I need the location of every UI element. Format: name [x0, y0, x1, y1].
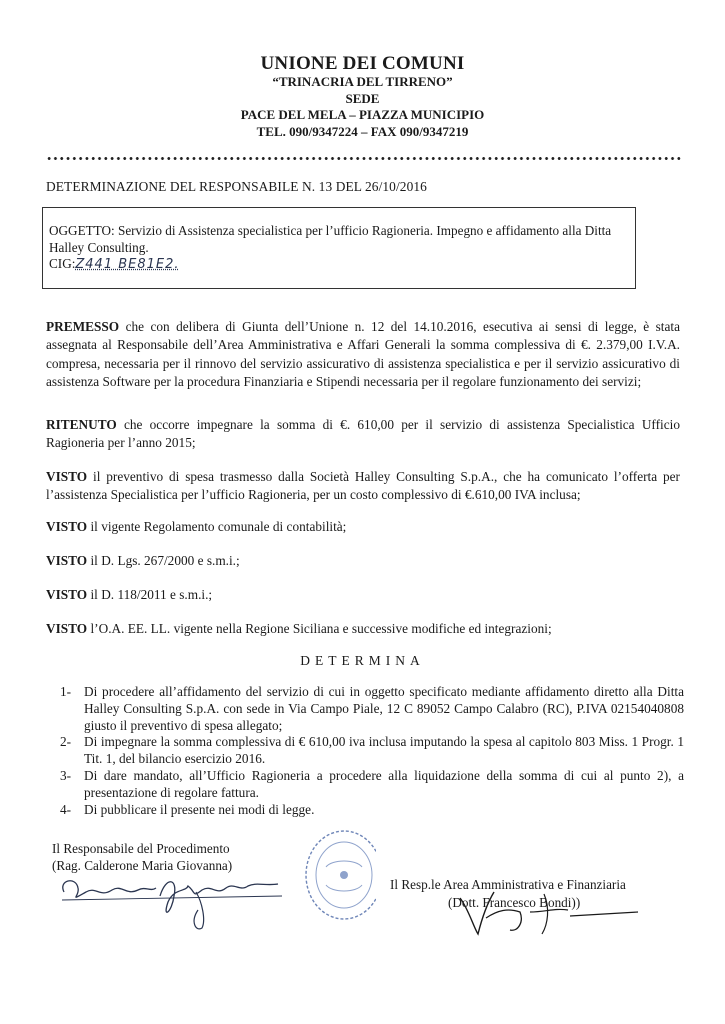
list-item-number: 4-	[60, 801, 72, 817]
paragraph-text: il D. 118/2011 e s.m.i.;	[87, 587, 213, 602]
list-item-number: 1-	[60, 684, 72, 699]
determina-heading: DETERMINA	[300, 653, 425, 668]
paragraph-keyword: VISTO	[46, 587, 88, 602]
paragraph-premesso	[46, 318, 680, 391]
paragraph-visto-oa	[46, 620, 680, 638]
letterhead-sede: SEDE	[345, 90, 380, 106]
list-item-text: Di dare mandato, all’Ufficio Ragioneria a procedere alla liquidazione della somma di cui al punto 2), a presentazione di regolare fattura.	[84, 767, 684, 800]
paragraph-keyword: RITENUTO	[46, 417, 117, 432]
list-item	[60, 802, 684, 819]
list-item-text: Di impegnare la somma complessiva di € 610,00 iva inclusa imputando la spesa al capitolo 803 Miss. 1 Progr. 1 Tit. 1, del bilancio esercizio 2016.	[84, 734, 684, 767]
paragraph-ritenuto	[46, 416, 680, 453]
paragraph-keyword: VISTO	[46, 469, 88, 484]
paragraph-keyword: PREMESSO	[46, 319, 120, 334]
cig-line	[49, 256, 180, 274]
paragraph-text: l’O.A. EE. LL. vigente nella Regione Siciliana e successive modifiche ed integrazioni;	[87, 621, 552, 636]
letterhead-phone: TEL. 090/9347224 – FAX 090/9347219	[256, 123, 469, 139]
paragraph-keyword: VISTO	[46, 519, 88, 534]
oggetto-text: OGGETTO: Servizio di Assistenza specialistica per l’ufficio Ragioneria. Impegno e affidamento alla Ditta Halley Consulting.	[49, 223, 612, 255]
list-item-text: Di procedere all’affidamento del servizio di cui in oggetto specificato mediante affidamento diretto alla Ditta Halley Consulting S.p.A. con sede in Via Campo Piale, 12 C 89052 Campo Calabro (RC), P.IVA 02154040808 giusto il preventivo di spesa allegato;	[84, 684, 684, 733]
letterhead-title: UNIONE DEI COMUNI	[260, 53, 465, 74]
list-item-number: 3-	[60, 767, 72, 783]
list-item	[60, 684, 684, 734]
paragraph-text: il D. Lgs. 267/2000 e s.m.i.;	[87, 553, 240, 568]
signature-right-name: (Dott. Francesco Bondi))	[448, 894, 581, 910]
list-item-number: 2-	[60, 734, 72, 750]
letterhead	[0, 54, 725, 140]
paragraph-keyword: VISTO	[46, 553, 88, 568]
list-item-text: Di pubblicare il presente nei modi di legge.	[84, 801, 315, 817]
paragraph-keyword: VISTO	[46, 621, 88, 636]
dotted-separator	[46, 156, 682, 161]
list-item	[60, 734, 684, 768]
paragraph-visto-regolamento	[46, 518, 680, 536]
cig-label: CIG:	[49, 256, 76, 271]
paragraph-text: che occorre impegnare la somma di €. 610,00 per il servizio di assistenza Specialistica Ufficio Ragioneria per l’anno 2015;	[46, 417, 680, 451]
signature-left-role: Il Responsabile del Procedimento	[52, 841, 230, 856]
signature-right-role: Il Resp.le Area Amministrativa e Finanziaria	[390, 877, 626, 892]
official-round-stamp	[300, 829, 376, 921]
determina-list	[60, 684, 684, 818]
letterhead-subtitle: “TRINACRIA DEL TIRRENO”	[272, 74, 453, 89]
list-item	[60, 768, 684, 802]
letterhead-address: PACE DEL MELA – PIAZZA MUNICIPIO	[240, 107, 485, 122]
paragraph-text: il preventivo di spesa trasmesso dalla Società Halley Consulting S.p.A., che ha comunicato l’offerta per l’assistenza Specialistica per l’ufficio Ragioneria, per un costo complessivo di €.610,00 IVA inclusa;	[46, 469, 680, 503]
handwritten-signature-left	[56, 862, 286, 932]
paragraph-text: che con delibera di Giunta dell’Unione n. 12 del 14.10.2016, esecutiva ai sensi di legge, è stata assegnata al Responsabile dell’Area Amministrativa e Affari Generali la somma complessiva di €. 2.379,00 I.V.A. compresa, necessaria per il rinnovo del servizio assicurativo di assistenza specialistica e per il servizio assicurativo di assistenza Software per la procedura Finanziaria e Stipendi necessaria per il regolare funzionamento dei servizi;	[46, 319, 680, 389]
paragraph-visto-preventivo	[46, 468, 680, 505]
paragraph-visto-dlgs	[46, 552, 680, 570]
paragraph-visto-d118	[46, 586, 680, 604]
cig-handwritten-value: Z441 BE81E2.	[75, 257, 180, 272]
signature-left-name: (Rag. Calderone Maria Giovanna)	[52, 858, 233, 873]
determinazione-number: DETERMINAZIONE DEL RESPONSABILE N. 13 DEL 26/10/2016	[46, 179, 427, 194]
handwritten-signature-right	[438, 872, 648, 938]
paragraph-text: il vigente Regolamento comunale di contabilità;	[87, 519, 347, 534]
